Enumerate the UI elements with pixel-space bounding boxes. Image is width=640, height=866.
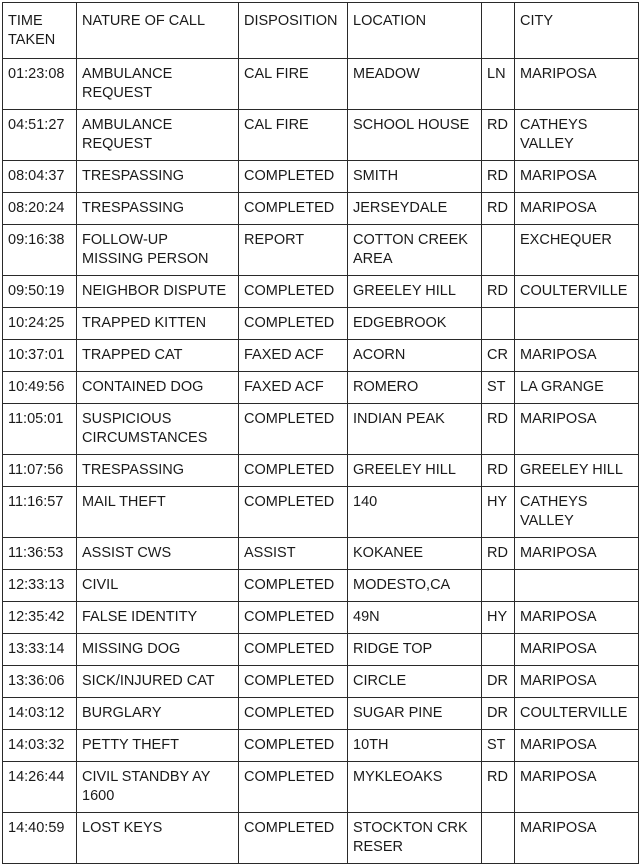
time-cell: 11:05:01: [3, 404, 77, 455]
location-cell: COTTON CREEK AREA: [348, 225, 482, 276]
disposition-cell: COMPLETED: [239, 455, 348, 487]
nature-cell: SUSPICIOUS CIRCUMSTANCES: [77, 404, 239, 455]
location-cell: MODESTO,CA: [348, 570, 482, 602]
street-suffix-cell: [482, 634, 515, 666]
city-cell: MARIPOSA: [515, 404, 639, 455]
street-suffix-cell: LN: [482, 59, 515, 110]
header-street-suffix: [482, 3, 515, 59]
city-cell: COULTERVILLE: [515, 276, 639, 308]
nature-cell: TRAPPED KITTEN: [77, 308, 239, 340]
nature-cell: TRESPASSING: [77, 161, 239, 193]
time-cell: 13:33:14: [3, 634, 77, 666]
disposition-cell: COMPLETED: [239, 666, 348, 698]
table-row: [3, 308, 639, 340]
street-suffix-cell: HY: [482, 602, 515, 634]
disposition-cell: COMPLETED: [239, 193, 348, 225]
header-row: [3, 3, 639, 59]
disposition-cell: COMPLETED: [239, 698, 348, 730]
city-cell: MARIPOSA: [515, 762, 639, 813]
table-row: [3, 698, 639, 730]
nature-cell: SICK/INJURED CAT: [77, 666, 239, 698]
street-suffix-cell: [482, 570, 515, 602]
nature-cell: NEIGHBOR DISPUTE: [77, 276, 239, 308]
city-cell: MARIPOSA: [515, 59, 639, 110]
street-suffix-cell: RD: [482, 193, 515, 225]
time-cell: 14:03:12: [3, 698, 77, 730]
disposition-cell: COMPLETED: [239, 570, 348, 602]
location-cell: STOCKTON CRK RESER: [348, 813, 482, 864]
time-cell: 10:24:25: [3, 308, 77, 340]
nature-cell: ASSIST CWS: [77, 538, 239, 570]
street-suffix-cell: ST: [482, 730, 515, 762]
city-cell: MARIPOSA: [515, 730, 639, 762]
time-cell: 08:20:24: [3, 193, 77, 225]
nature-cell: CONTAINED DOG: [77, 372, 239, 404]
header-disposition: DISPOSITION: [239, 3, 348, 59]
time-cell: 14:03:32: [3, 730, 77, 762]
disposition-cell: COMPLETED: [239, 813, 348, 864]
disposition-cell: COMPLETED: [239, 308, 348, 340]
location-cell: EDGEBROOK: [348, 308, 482, 340]
table-row: [3, 455, 639, 487]
city-cell: COULTERVILLE: [515, 698, 639, 730]
time-cell: 11:16:57: [3, 487, 77, 538]
city-cell: LA GRANGE: [515, 372, 639, 404]
time-cell: 01:23:08: [3, 59, 77, 110]
city-cell: MARIPOSA: [515, 161, 639, 193]
city-cell: EXCHEQUER: [515, 225, 639, 276]
disposition-cell: CAL FIRE: [239, 59, 348, 110]
location-cell: 140: [348, 487, 482, 538]
table-row: [3, 666, 639, 698]
table-row: [3, 602, 639, 634]
disposition-cell: COMPLETED: [239, 634, 348, 666]
location-cell: JERSEYDALE: [348, 193, 482, 225]
disposition-cell: FAXED ACF: [239, 340, 348, 372]
street-suffix-cell: [482, 308, 515, 340]
street-suffix-cell: HY: [482, 487, 515, 538]
city-cell: [515, 308, 639, 340]
location-cell: SUGAR PINE: [348, 698, 482, 730]
call-log-body: [3, 59, 639, 864]
nature-cell: LOST KEYS: [77, 813, 239, 864]
city-cell: MARIPOSA: [515, 813, 639, 864]
table-row: [3, 487, 639, 538]
location-cell: GREELEY HILL: [348, 455, 482, 487]
disposition-cell: COMPLETED: [239, 602, 348, 634]
table-row: [3, 404, 639, 455]
time-cell: 10:37:01: [3, 340, 77, 372]
time-cell: 12:35:42: [3, 602, 77, 634]
nature-cell: CIVIL STANDBY AY 1600: [77, 762, 239, 813]
disposition-cell: COMPLETED: [239, 404, 348, 455]
street-suffix-cell: RD: [482, 538, 515, 570]
table-row: [3, 634, 639, 666]
location-cell: 10TH: [348, 730, 482, 762]
street-suffix-cell: CR: [482, 340, 515, 372]
call-log-table: [2, 2, 639, 864]
time-cell: 12:33:13: [3, 570, 77, 602]
table-row: [3, 276, 639, 308]
location-cell: RIDGE TOP: [348, 634, 482, 666]
header-nature-of-call: NATURE OF CALL: [77, 3, 239, 59]
disposition-cell: COMPLETED: [239, 161, 348, 193]
call-log-header: [3, 3, 639, 59]
location-cell: INDIAN PEAK: [348, 404, 482, 455]
location-cell: SCHOOL HOUSE: [348, 110, 482, 161]
table-row: [3, 59, 639, 110]
street-suffix-cell: RD: [482, 404, 515, 455]
time-cell: 10:49:56: [3, 372, 77, 404]
location-cell: ACORN: [348, 340, 482, 372]
nature-cell: AMBULANCE REQUEST: [77, 59, 239, 110]
time-cell: 08:04:37: [3, 161, 77, 193]
city-cell: MARIPOSA: [515, 666, 639, 698]
street-suffix-cell: ST: [482, 372, 515, 404]
table-row: [3, 813, 639, 864]
street-suffix-cell: RD: [482, 110, 515, 161]
header-city: CITY: [515, 3, 639, 59]
nature-cell: TRAPPED CAT: [77, 340, 239, 372]
city-cell: [515, 570, 639, 602]
street-suffix-cell: RD: [482, 161, 515, 193]
time-cell: 09:50:19: [3, 276, 77, 308]
street-suffix-cell: DR: [482, 698, 515, 730]
disposition-cell: COMPLETED: [239, 276, 348, 308]
table-row: [3, 225, 639, 276]
disposition-cell: FAXED ACF: [239, 372, 348, 404]
table-row: [3, 340, 639, 372]
city-cell: CATHEYS VALLEY: [515, 110, 639, 161]
location-cell: 49N: [348, 602, 482, 634]
time-cell: 04:51:27: [3, 110, 77, 161]
street-suffix-cell: RD: [482, 762, 515, 813]
table-row: [3, 193, 639, 225]
location-cell: MYKLEOAKS: [348, 762, 482, 813]
disposition-cell: COMPLETED: [239, 762, 348, 813]
city-cell: MARIPOSA: [515, 538, 639, 570]
table-row: [3, 110, 639, 161]
city-cell: MARIPOSA: [515, 602, 639, 634]
table-row: [3, 570, 639, 602]
street-suffix-cell: [482, 813, 515, 864]
time-cell: 09:16:38: [3, 225, 77, 276]
disposition-cell: CAL FIRE: [239, 110, 348, 161]
city-cell: GREELEY HILL: [515, 455, 639, 487]
time-cell: 13:36:06: [3, 666, 77, 698]
disposition-cell: COMPLETED: [239, 487, 348, 538]
city-cell: CATHEYS VALLEY: [515, 487, 639, 538]
time-cell: 14:40:59: [3, 813, 77, 864]
table-row: [3, 730, 639, 762]
city-cell: MARIPOSA: [515, 340, 639, 372]
nature-cell: CIVIL: [77, 570, 239, 602]
street-suffix-cell: RD: [482, 455, 515, 487]
table-row: [3, 762, 639, 813]
nature-cell: FALSE IDENTITY: [77, 602, 239, 634]
nature-cell: TRESPASSING: [77, 193, 239, 225]
table-row: [3, 372, 639, 404]
nature-cell: MISSING DOG: [77, 634, 239, 666]
location-cell: ROMERO: [348, 372, 482, 404]
time-cell: 11:07:56: [3, 455, 77, 487]
nature-cell: MAIL THEFT: [77, 487, 239, 538]
nature-cell: BURGLARY: [77, 698, 239, 730]
location-cell: CIRCLE: [348, 666, 482, 698]
nature-cell: AMBULANCE REQUEST: [77, 110, 239, 161]
header-time-taken: TIME TAKEN: [3, 3, 77, 59]
disposition-cell: REPORT: [239, 225, 348, 276]
location-cell: MEADOW: [348, 59, 482, 110]
header-location: LOCATION: [348, 3, 482, 59]
city-cell: MARIPOSA: [515, 634, 639, 666]
time-cell: 14:26:44: [3, 762, 77, 813]
location-cell: KOKANEE: [348, 538, 482, 570]
nature-cell: TRESPASSING: [77, 455, 239, 487]
street-suffix-cell: DR: [482, 666, 515, 698]
city-cell: MARIPOSA: [515, 193, 639, 225]
location-cell: GREELEY HILL: [348, 276, 482, 308]
street-suffix-cell: [482, 225, 515, 276]
table-row: [3, 161, 639, 193]
street-suffix-cell: RD: [482, 276, 515, 308]
nature-cell: PETTY THEFT: [77, 730, 239, 762]
time-cell: 11:36:53: [3, 538, 77, 570]
disposition-cell: COMPLETED: [239, 730, 348, 762]
nature-cell: FOLLOW-UP MISSING PERSON: [77, 225, 239, 276]
location-cell: SMITH: [348, 161, 482, 193]
disposition-cell: ASSIST: [239, 538, 348, 570]
table-row: [3, 538, 639, 570]
